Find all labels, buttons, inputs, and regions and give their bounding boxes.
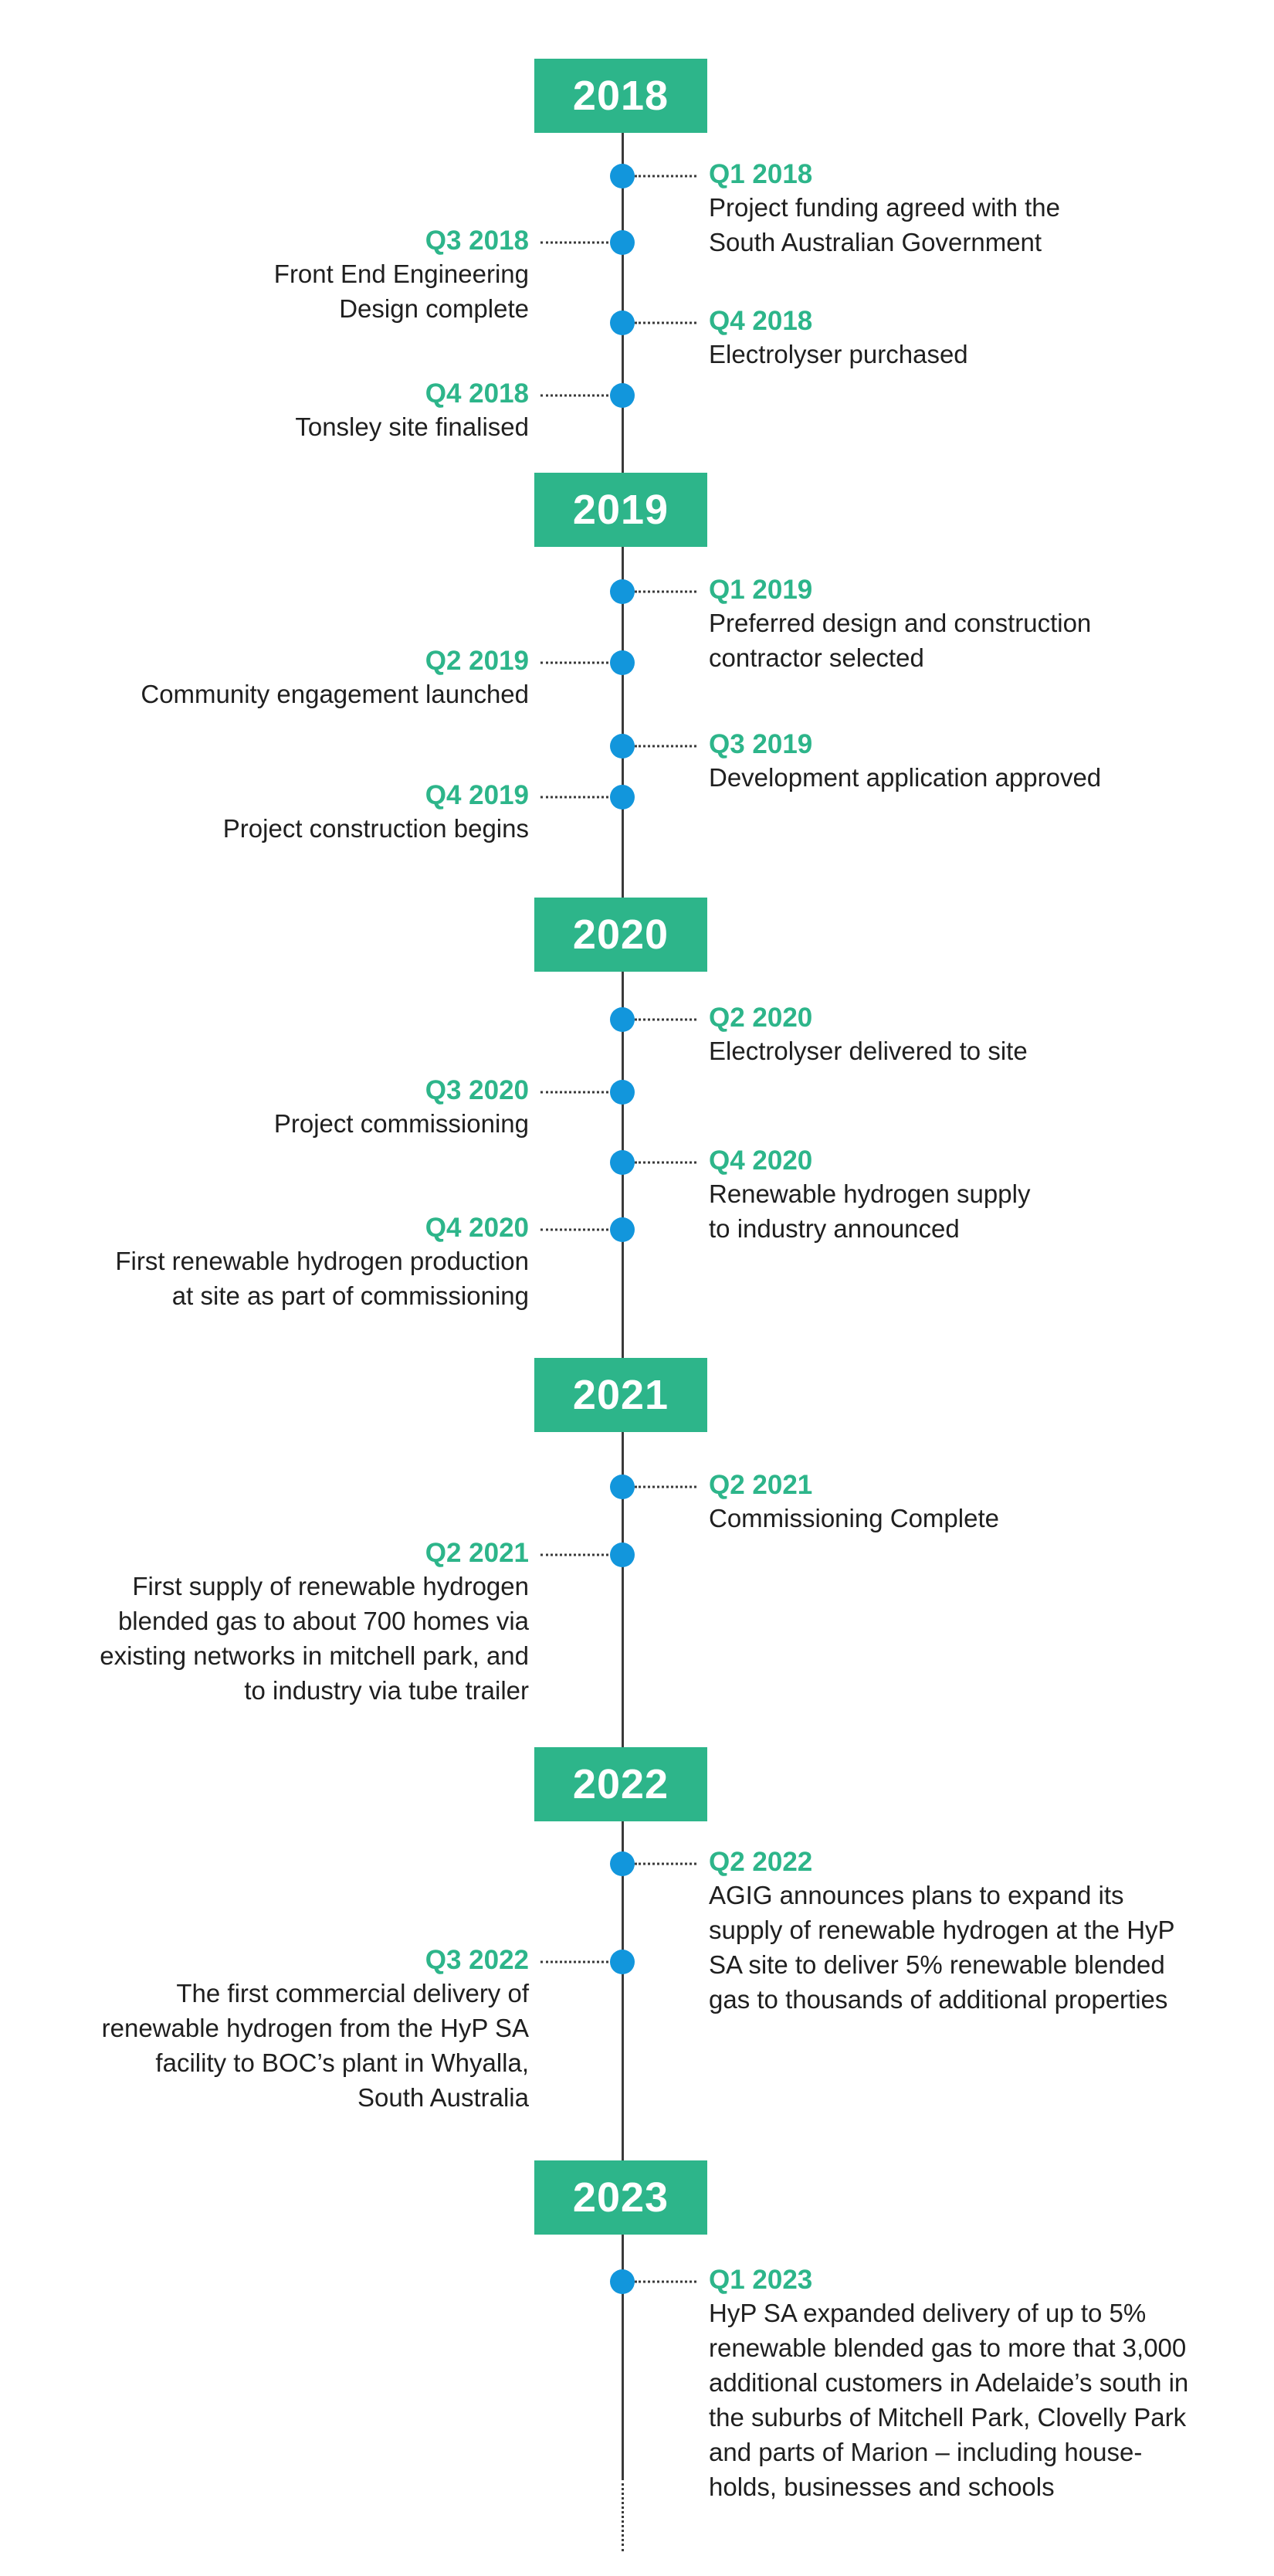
milestone-description-line: renewable blended gas to more that 3,000	[709, 2333, 1187, 2362]
milestone-entry	[4, 226, 529, 326]
milestone-quarter-label: Q2 2022	[709, 1847, 813, 1877]
milestone-description-line: supply of renewable hydrogen at the HyP	[709, 1916, 1175, 1944]
milestone-connector	[635, 745, 696, 748]
milestone-connector	[635, 591, 696, 593]
milestone-connector	[540, 1229, 608, 1231]
milestone-dot	[610, 1543, 635, 1567]
milestone-description-line: Design complete	[339, 294, 529, 323]
milestone-description-line: renewable hydrogen from the HyP SA	[101, 2014, 529, 2042]
milestone-dot	[610, 1217, 635, 1242]
milestone-quarter-label: Q3 2018	[425, 226, 529, 256]
milestone-connector	[540, 242, 608, 244]
milestone-quarter-label: Q2 2019	[425, 646, 529, 676]
milestone-entry	[4, 378, 529, 444]
milestone-description	[709, 1501, 1249, 1536]
milestone-quarter-label: Q1 2023	[709, 2265, 813, 2295]
milestone-dot	[610, 311, 635, 335]
milestone-description	[4, 1976, 529, 2115]
milestone-connector	[635, 1486, 696, 1488]
milestone-entry	[4, 1213, 529, 1313]
milestone-connector	[540, 662, 608, 664]
milestone-entry	[4, 1075, 529, 1141]
timeline-axis-line	[622, 59, 624, 2478]
milestone-description-line: The first commercial delivery of	[176, 1979, 529, 2008]
milestone-quarter-label: Q4 2020	[425, 1213, 529, 1243]
milestone-quarter-label: Q4 2018	[709, 306, 813, 336]
milestone-description-line: gas to thousands of additional properties	[709, 1985, 1168, 2014]
milestone-dot	[610, 1475, 635, 1499]
year-header-2018: 2018	[534, 59, 707, 133]
milestone-description-line: First renewable hydrogen production	[115, 1247, 529, 1275]
milestone-description	[709, 190, 1249, 260]
milestone-description-line: the suburbs of Mitchell Park, Clovelly Park	[709, 2403, 1187, 2432]
milestone-connector	[540, 1554, 608, 1556]
milestone-quarter-label: Q2 2021	[425, 1538, 529, 1568]
milestone-description	[709, 1176, 1249, 1246]
milestone-entry	[4, 1945, 529, 2115]
milestone-description-line: Preferred design and construction	[709, 609, 1092, 637]
milestone-connector	[635, 1863, 696, 1865]
milestone-connector	[635, 175, 696, 178]
milestone-description-line: First supply of renewable hydrogen	[132, 1572, 529, 1600]
milestone-description-line: Renewable hydrogen supply	[709, 1179, 1031, 1208]
milestone-entry	[709, 1003, 1249, 1068]
milestone-quarter-label: Q2 2021	[709, 1470, 813, 1500]
milestone-dot	[610, 1950, 635, 1974]
milestone-quarter-label: Q3 2020	[425, 1075, 529, 1105]
milestone-description-line: Development application approved	[709, 763, 1102, 792]
milestone-connector	[635, 1162, 696, 1164]
milestone-description	[4, 409, 529, 444]
milestone-entry	[709, 729, 1249, 795]
milestone-connector	[540, 796, 608, 799]
milestone-description-line: Electrolyser purchased	[709, 340, 968, 368]
milestone-dot	[610, 579, 635, 604]
milestone-entry	[709, 2265, 1249, 2504]
milestone-entry	[709, 159, 1249, 260]
milestone-description-line: HyP SA expanded delivery of up to 5%	[709, 2299, 1147, 2327]
milestone-description-line: South Australia	[357, 2083, 529, 2112]
milestone-connector	[635, 1019, 696, 1021]
year-header-2023: 2023	[534, 2160, 707, 2235]
milestone-dot	[610, 1007, 635, 1032]
milestone-description	[4, 1244, 529, 1313]
milestone-quarter-label: Q1 2018	[709, 159, 813, 189]
milestone-entry	[4, 1538, 529, 1708]
milestone-description	[4, 256, 529, 326]
milestone-dot	[610, 785, 635, 809]
milestone-entry	[4, 646, 529, 711]
milestone-connector	[635, 322, 696, 324]
milestone-dot	[610, 734, 635, 759]
year-header-2020: 2020	[534, 898, 707, 972]
milestone-connector	[540, 1961, 608, 1963]
milestone-dot	[610, 2269, 635, 2294]
milestone-description	[4, 1106, 529, 1141]
milestone-quarter-label: Q4 2020	[709, 1145, 813, 1176]
milestone-description-line: Commissioning Complete	[709, 1504, 999, 1532]
milestone-description-line: to industry via tube trailer	[244, 1676, 529, 1705]
milestone-quarter-label: Q3 2019	[709, 729, 813, 759]
milestone-dot	[610, 230, 635, 255]
milestone-quarter-label: Q4 2018	[425, 378, 529, 409]
milestone-description-line: blended gas to about 700 homes via	[117, 1607, 529, 1635]
milestone-description-line: Community engagement launched	[141, 680, 529, 708]
year-header-2021: 2021	[534, 1358, 707, 1432]
milestone-quarter-label: Q4 2019	[425, 780, 529, 810]
milestone-description	[4, 1569, 529, 1708]
milestone-description-line: additional customers in Adelaide’s south in	[709, 2368, 1189, 2397]
milestone-entry	[709, 575, 1249, 675]
milestone-description-line: facility to BOC’s plant in Whyalla,	[155, 2048, 529, 2077]
milestone-description-line: Project funding agreed with the	[709, 193, 1060, 222]
milestone-description	[4, 811, 529, 846]
milestone-description-line: contractor selected	[709, 643, 924, 672]
milestone-description-line: Project construction begins	[222, 814, 529, 843]
milestone-description	[4, 677, 529, 711]
milestone-entry	[709, 306, 1249, 372]
milestone-description	[709, 760, 1249, 795]
milestone-description-line: to industry announced	[709, 1214, 960, 1243]
milestone-dot	[610, 1851, 635, 1876]
milestone-description	[709, 337, 1249, 372]
milestone-description-line: at site as part of commissioning	[171, 1281, 529, 1310]
milestone-entry	[709, 1470, 1249, 1536]
milestone-quarter-label: Q2 2020	[709, 1003, 813, 1033]
milestone-entry	[4, 780, 529, 846]
milestone-description-line: SA site to deliver 5% renewable blended	[709, 1950, 1165, 1979]
milestone-description	[709, 2296, 1249, 2504]
milestone-quarter-label: Q3 2022	[425, 1945, 529, 1975]
milestone-description-line: and parts of Marion – including house-	[709, 2438, 1143, 2466]
milestone-description-line: Project commissioning	[273, 1109, 529, 1138]
milestone-description-line: Tonsley site finalised	[295, 412, 529, 441]
milestone-dot	[610, 650, 635, 675]
year-header-2022: 2022	[534, 1747, 707, 1821]
milestone-description-line: Front End Engineering	[273, 260, 529, 288]
milestone-connector	[635, 2281, 696, 2283]
milestone-dot	[610, 164, 635, 188]
year-header-2019: 2019	[534, 473, 707, 547]
milestone-description-line: Electrolyser delivered to site	[709, 1037, 1028, 1065]
milestone-connector	[540, 395, 608, 397]
milestone-entry	[709, 1847, 1249, 2017]
milestone-connector	[540, 1091, 608, 1094]
milestone-quarter-label: Q1 2019	[709, 575, 813, 605]
milestone-entry	[709, 1145, 1249, 1246]
milestone-dot	[610, 1150, 635, 1175]
milestone-description	[709, 1033, 1249, 1068]
milestone-description-line: holds, businesses and schools	[709, 2472, 1055, 2501]
milestone-description	[709, 606, 1249, 675]
milestone-description	[709, 1878, 1249, 2017]
milestone-dot	[610, 383, 635, 408]
timeline-continuation-dotted-line	[622, 2478, 624, 2551]
milestone-description-line: existing networks in mitchell park, and	[100, 1641, 529, 1670]
milestone-description-line: AGIG announces plans to expand its	[709, 1881, 1124, 1909]
milestone-description-line: South Australian Government	[709, 228, 1042, 256]
milestone-dot	[610, 1080, 635, 1105]
